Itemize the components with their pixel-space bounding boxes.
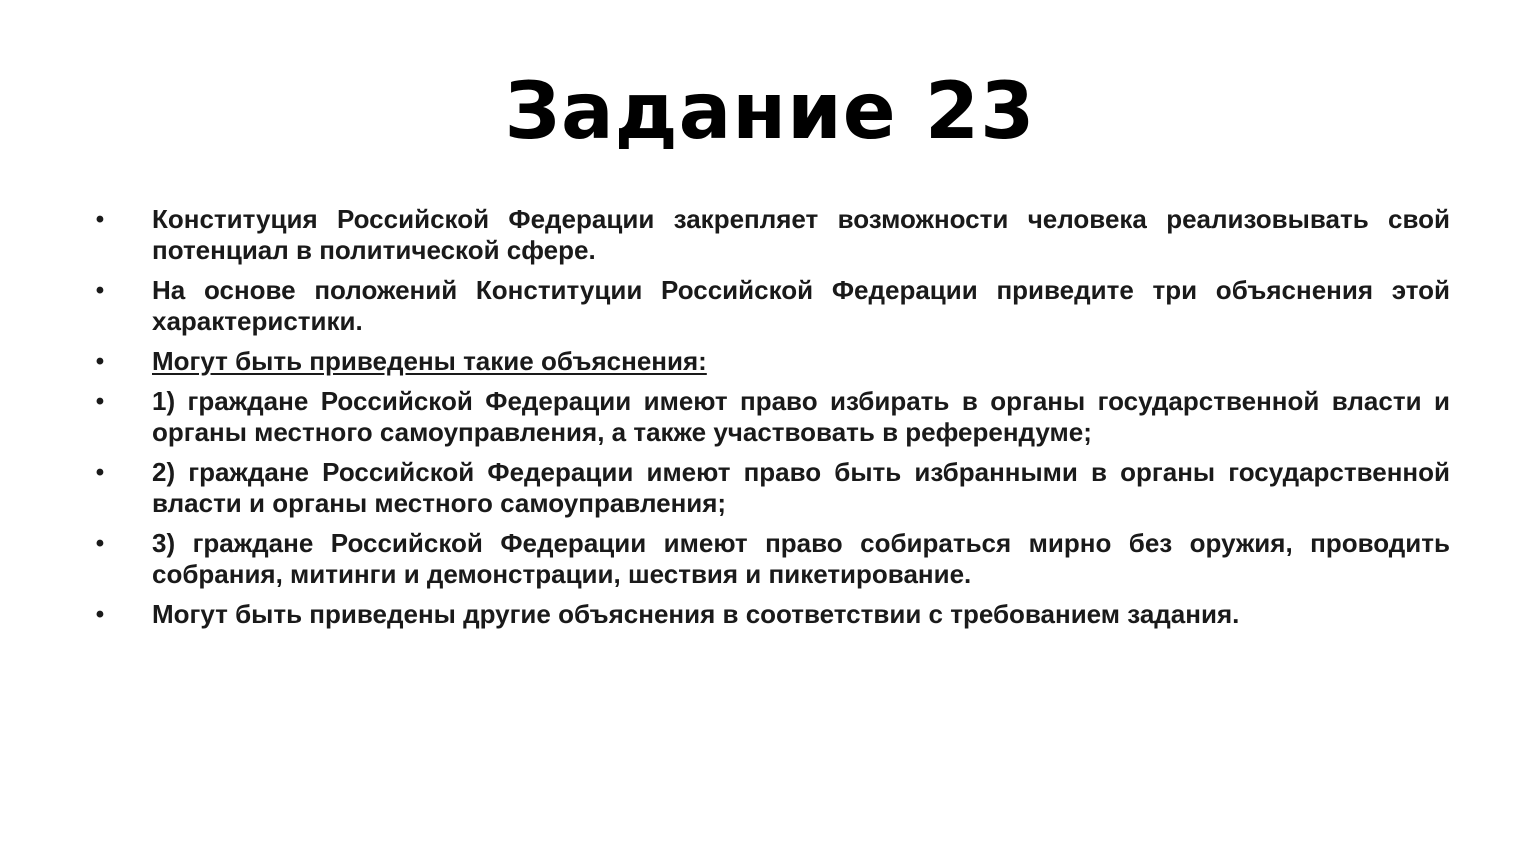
bullet-icon: • xyxy=(95,388,105,415)
bullet-item xyxy=(90,204,1450,266)
bullet-icon: • xyxy=(95,530,105,557)
bullet-list xyxy=(90,204,1450,639)
bullet-icon: • xyxy=(95,277,105,304)
bullet-icon: • xyxy=(95,206,105,233)
bullet-item xyxy=(90,528,1450,590)
bullet-text: 2) граждане Российской Федерации имеют право быть избранными в органы государственной власти и органы местного самоуправления; xyxy=(152,457,1450,518)
bullet-icon: • xyxy=(95,459,105,486)
bullet-text: Могут быть приведены другие объяснения в соответствии с требованием задания. xyxy=(152,599,1240,629)
slide-title: Задание 23 xyxy=(504,67,1036,157)
bullet-item xyxy=(90,457,1450,519)
bullet-item xyxy=(90,386,1450,448)
bullet-item xyxy=(90,346,1450,377)
bullet-text: На основе положений Конституции Российской Федерации приведите три объяснения этой характеристики. xyxy=(152,275,1450,336)
bullet-icon: • xyxy=(95,601,105,628)
bullet-item xyxy=(90,599,1450,630)
bullet-text: Конституция Российской Федерации закрепляет возможности человека реализовывать свой потенциал в политической сфере. xyxy=(152,204,1450,265)
bullet-text: 1) граждане Российской Федерации имеют право избирать в органы государственной власти и органы местного самоуправления, а также участвовать в референдуме; xyxy=(152,386,1450,447)
bullet-item xyxy=(90,275,1450,337)
bullet-text: 3) граждане Российской Федерации имеют право собираться мирно без оружия, проводить собрания, митинги и демонстрации, шествия и пикетирование. xyxy=(152,528,1450,589)
bullet-text-underlined: Могут быть приведены такие объяснения: xyxy=(152,346,707,376)
bullet-icon: • xyxy=(95,348,105,375)
